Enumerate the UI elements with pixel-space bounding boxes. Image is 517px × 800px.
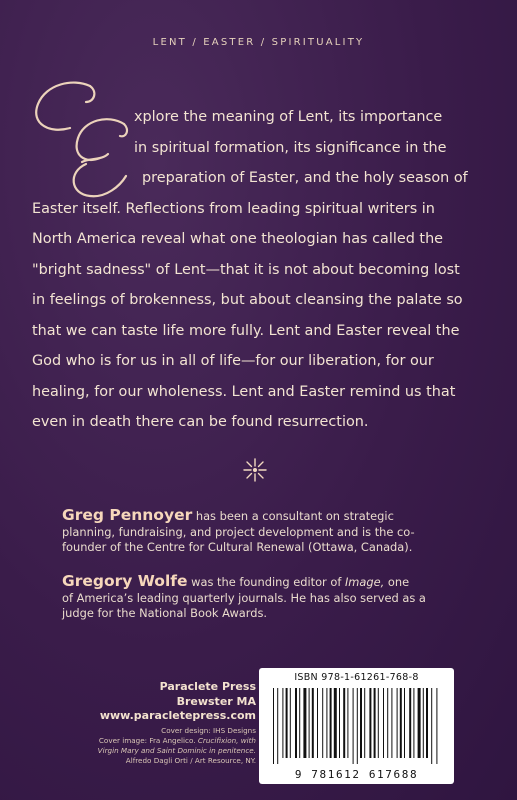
barcode-bar (299, 688, 300, 758)
bio-text: founder of the Centre for Cultural Renewal (Ottawa, Canada). (62, 540, 413, 554)
publisher-location: Brewster MA (176, 694, 256, 708)
barcode-bar (357, 688, 358, 764)
barcode-bar (339, 688, 340, 758)
barcode-bar (413, 688, 414, 758)
barcode-box (259, 668, 454, 784)
blurb-line: preparation of Easter, and the holy season of (142, 170, 468, 186)
barcode-bar (409, 688, 411, 758)
author-bio-wolfe (62, 574, 462, 622)
barcode-bar (317, 688, 318, 758)
bio-text: one (387, 575, 410, 589)
blurb-line: North America reveal what one theologian has called the (32, 231, 444, 247)
blurb-line: in spiritual formation, its significance in the (134, 139, 447, 156)
blurb-line: God who is for us in all of life—for our liberation, for our (32, 353, 434, 369)
barcode-bar (303, 688, 306, 758)
bio-text: of America’s leading quarterly journals. He has also served as a (62, 590, 426, 605)
cover-credits (66, 726, 256, 766)
credit-line: Alfredo Dagli Orti / Art Resource, NY. (125, 755, 256, 765)
barcode-bar (378, 688, 379, 758)
barcode-bar (423, 688, 424, 758)
barcode-bar (273, 688, 274, 764)
artwork-title: Virgin Mary and Saint Dominic in penitence. (97, 745, 256, 755)
author-name: Greg Pennoyer (62, 506, 193, 524)
isbn-label: ISBN 978-1-61261-768-8 (294, 672, 419, 683)
author-name: Gregory Wolfe (62, 572, 188, 590)
barcode-bar (330, 688, 332, 758)
journal-title: Image, (344, 575, 385, 589)
barcode-bar (404, 688, 405, 758)
barcode-bar (364, 688, 365, 758)
blurb-line: in feelings of brokenness, but about cleansing the palate so (32, 292, 463, 308)
blurb-line: that we can taste life more fully. Lent and Easter reveal the (32, 322, 460, 339)
bio-text: judge for the National Book Awards. (62, 606, 268, 620)
barcode-bar (397, 688, 398, 758)
credit-line: Cover image: Fra Angelico. (98, 735, 196, 745)
barcode-bar (343, 688, 345, 758)
artwork-title: Crucifixion, with (197, 735, 256, 745)
publisher-block (66, 680, 256, 766)
barcode-bar (312, 688, 314, 758)
blurb-text (32, 102, 487, 438)
author-bio-pennoyer (62, 508, 462, 556)
barcode-bar (334, 688, 337, 758)
barcode-bar (431, 688, 432, 764)
barcode-bars (271, 688, 441, 764)
blurb-line: healing, for our wholeness. Lent and Easter remind us that (32, 383, 456, 400)
barcode-bar (369, 688, 371, 758)
barcode-bar (347, 688, 348, 758)
barcode-bar (295, 688, 297, 758)
barcode-bar (277, 688, 278, 764)
barcode-bar (282, 688, 283, 758)
barcode-bar (290, 688, 291, 758)
blurb-line: even in death there can be found resurrection. (32, 414, 369, 430)
publisher-url: www.paracletepress.com (99, 709, 256, 722)
blurb-line: "bright sadness" of Lent—that it is not about becoming lost (32, 261, 460, 278)
barcode-bar (322, 688, 323, 758)
barcode-bar (353, 688, 354, 764)
barcode-bar (383, 688, 384, 758)
barcode-bar (436, 688, 437, 764)
barcode-bar (326, 688, 327, 758)
barcode-bar (426, 688, 428, 758)
publisher-name: Paraclete Press (159, 680, 256, 693)
ornament-icon (240, 455, 270, 485)
barcode-bar (387, 688, 388, 758)
barcode-bar (309, 688, 310, 758)
bio-text: has been a consultant on strategic (195, 509, 394, 523)
category-line: LENT / EASTER / SPIRITUALITY (152, 37, 365, 48)
barcode-bar (360, 688, 362, 758)
barcode-bar (400, 688, 402, 758)
blurb-line: xplore the meaning of Lent, its importance (134, 109, 443, 125)
barcode-bar (418, 688, 421, 758)
barcode-bar (391, 688, 392, 758)
blurb-line: Easter itself. Reflections from leading spiritual writers in (32, 200, 435, 217)
barcode-number: 9 781612 617688 (294, 768, 419, 781)
credit-line: Cover design: IHS Designs (161, 725, 256, 735)
barcode-bar (286, 688, 288, 758)
barcode-bar (374, 688, 376, 758)
bio-text: planning, fundraising, and project development and is the co- (62, 524, 415, 539)
bio-text: was the founding editor of (191, 575, 342, 589)
